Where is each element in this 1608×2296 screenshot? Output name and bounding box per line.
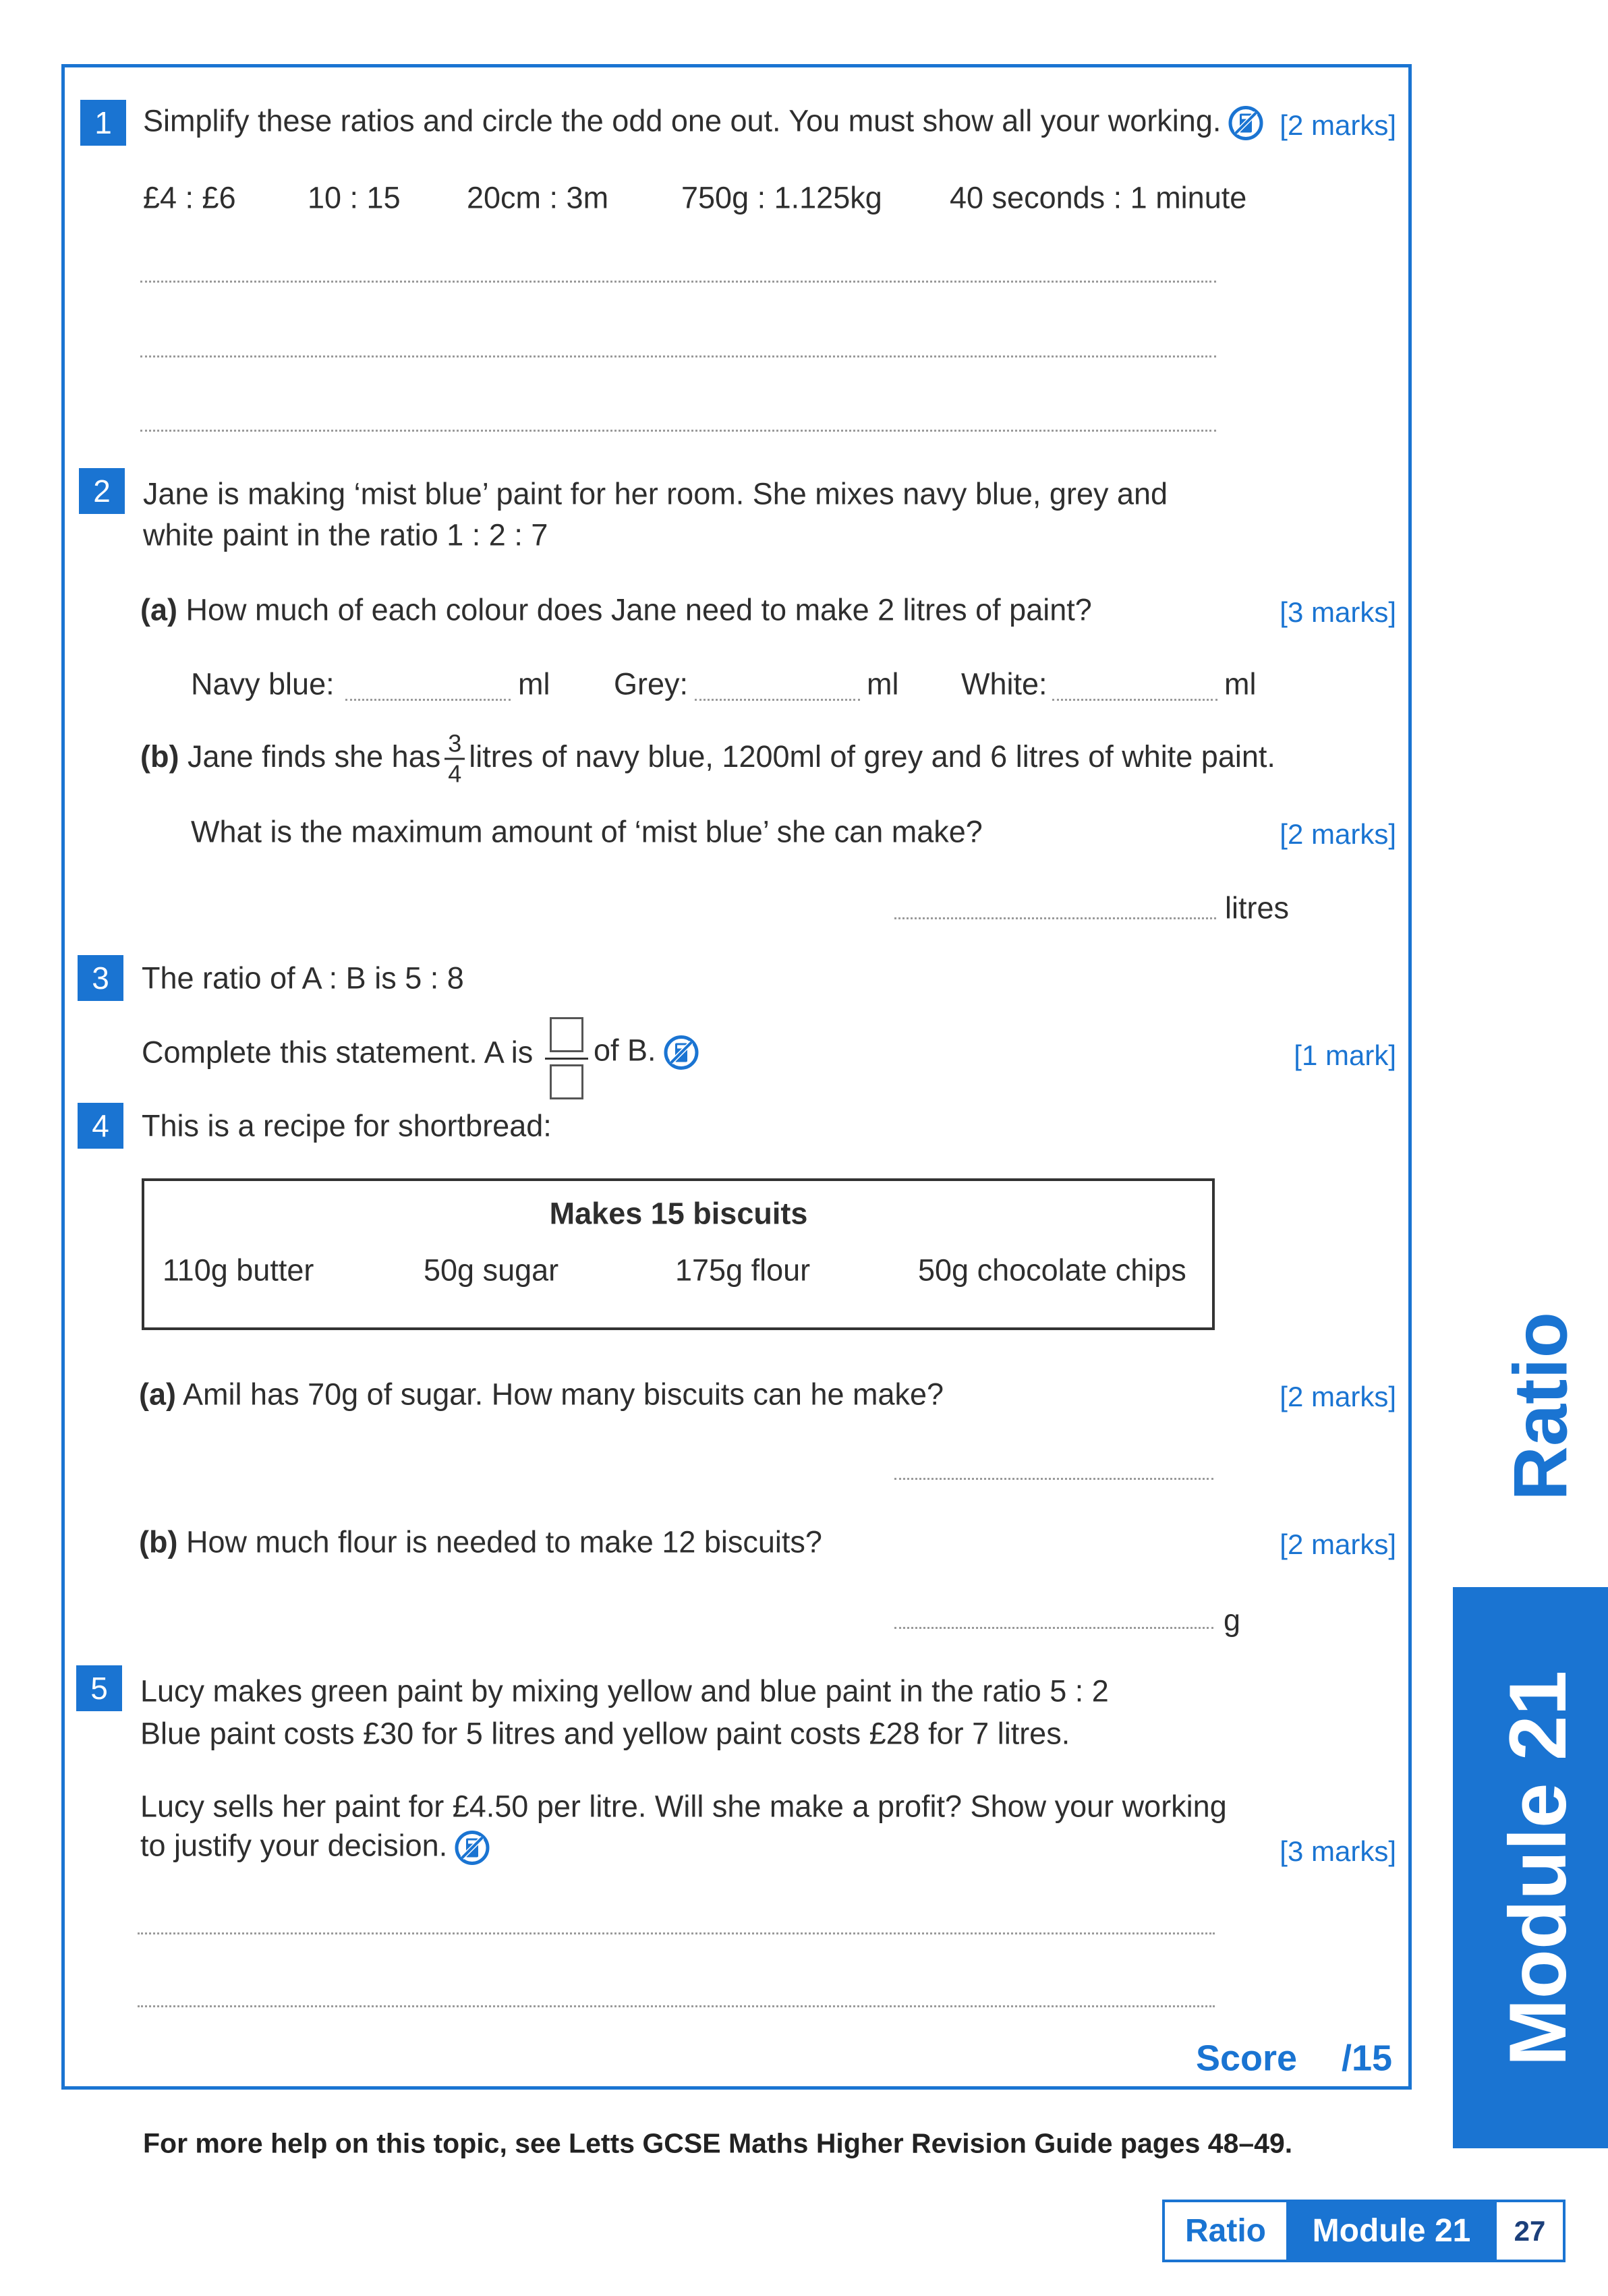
no-calculator-icon — [454, 1830, 490, 1866]
q2b-prompt-start: Jane finds she has — [187, 739, 441, 774]
ratio-item: 750g : 1.125kg — [681, 180, 882, 215]
footer-module: Module 21 — [1286, 2202, 1497, 2260]
page-number: 27 — [1514, 2214, 1546, 2247]
q2a-marks: [3 marks] — [1280, 596, 1396, 628]
answer-line[interactable] — [894, 917, 1216, 919]
q5-line3: Lucy sells her paint for £4.50 per litre. Will she make a profit? Show your working — [140, 1789, 1227, 1824]
fraction — [444, 729, 465, 788]
grey-answer-line[interactable] — [695, 699, 860, 701]
q3-of-b: of B. — [594, 1033, 656, 1068]
side-topic-label: Ratio — [1498, 1312, 1583, 1501]
answer-line[interactable] — [140, 430, 1216, 432]
navy-answer-line[interactable] — [345, 699, 511, 701]
denominator-box[interactable] — [550, 1064, 583, 1099]
q1-prompt: Simplify these ratios and circle the odd one out. You must show all your working. — [143, 103, 1222, 138]
question-number-5: 5 — [76, 1665, 122, 1711]
ratio-item: 20cm : 3m — [467, 180, 609, 215]
q4a-text — [139, 1377, 944, 1411]
ratio-item: 10 : 15 — [308, 180, 401, 215]
q2b-text — [140, 729, 1275, 788]
help-footer: For more help on this topic, see Letts GCSE Maths Higher Revision Guide pages 48–49. — [143, 2127, 1293, 2159]
answer-line[interactable] — [138, 1932, 1215, 1934]
q3-marks: [1 mark] — [1294, 1039, 1396, 1071]
q3-line2-end — [594, 1033, 699, 1070]
ratio-item: £4 : £6 — [143, 180, 236, 215]
answer-line[interactable] — [140, 281, 1216, 283]
no-calculator-icon — [663, 1035, 699, 1071]
ingredient: 110g butter — [163, 1253, 314, 1288]
q2-line1: Jane is making ‘mist blue’ paint for her room. She mixes navy blue, grey and — [143, 476, 1168, 511]
navy-unit: ml — [518, 666, 550, 701]
q2b-question: What is the maximum amount of ‘mist blue’ she can make? — [191, 814, 983, 849]
answer-line[interactable] — [894, 1627, 1213, 1629]
answer-line[interactable] — [138, 2005, 1215, 2007]
white-unit: ml — [1224, 666, 1257, 701]
fraction-numerator: 3 — [448, 729, 462, 757]
q2-line2: white paint in the ratio 1 : 2 : 7 — [143, 517, 548, 552]
question-number-2: 2 — [79, 468, 125, 514]
grey-unit: ml — [867, 666, 899, 701]
question-number-3: 3 — [78, 955, 123, 1001]
q4-text: This is a recipe for shortbread: — [142, 1108, 552, 1143]
recipe-title: Makes 15 biscuits — [549, 1196, 808, 1231]
questions-frame — [61, 64, 1412, 2090]
litres-unit: litres — [1225, 890, 1290, 925]
q4a-marks: [2 marks] — [1280, 1381, 1396, 1412]
q3-line1: The ratio of A : B is 5 : 8 — [142, 960, 464, 996]
score-total: /15 — [1342, 2038, 1393, 2079]
q4a-prompt: Amil has 70g of sugar. How many biscuits can he make? — [183, 1377, 944, 1412]
question-number-4: 4 — [78, 1103, 123, 1149]
grey-label: Grey: — [614, 666, 689, 701]
fraction-bar — [545, 1058, 588, 1060]
answer-line[interactable] — [140, 355, 1216, 357]
page-footer-box — [1162, 2200, 1566, 2262]
ingredient: 50g chocolate chips — [918, 1253, 1186, 1288]
ingredient: 175g flour — [675, 1253, 811, 1288]
q1-marks: [2 marks] — [1280, 109, 1396, 141]
navy-label: Navy blue: — [191, 666, 335, 701]
q2a-text — [140, 593, 1092, 627]
q2b-prompt-end: litres of navy blue, 1200ml of grey and 6 litres of white paint. — [469, 739, 1275, 774]
q5-marks: [3 marks] — [1280, 1835, 1396, 1867]
q2a-prompt: How much of each colour does Jane need to make 2 litres of paint? — [185, 592, 1092, 627]
numerator-box[interactable] — [550, 1017, 583, 1052]
q2b-label: (b) — [140, 739, 179, 774]
q5-line2: Blue paint costs £30 for 5 litres and yellow paint costs £28 for 7 litres. — [140, 1716, 1070, 1751]
q3-line2-start: Complete this statement. A is — [142, 1035, 534, 1070]
ratio-item: 40 seconds : 1 minute — [950, 180, 1247, 215]
fraction-denominator: 4 — [448, 759, 462, 788]
side-module-label: Module 21 — [1493, 1670, 1583, 2067]
q4b-label: (b) — [139, 1524, 178, 1559]
grams-unit: g — [1224, 1603, 1241, 1638]
score-label: Score — [1196, 2038, 1298, 2079]
ingredient: 50g sugar — [424, 1253, 559, 1288]
answer-line[interactable] — [894, 1478, 1213, 1480]
q5-line4-text: to justify your decision. — [140, 1828, 448, 1863]
q5-line4 — [140, 1829, 490, 1866]
q5-line1: Lucy makes green paint by mixing yellow and blue paint in the ratio 5 : 2 — [140, 1673, 1109, 1709]
q4a-label: (a) — [139, 1377, 176, 1412]
q2a-label: (a) — [140, 592, 177, 627]
footer-topic: Ratio — [1185, 2213, 1266, 2249]
white-label: White: — [961, 666, 1047, 701]
q4b-prompt: How much flour is needed to make 12 biscuits? — [185, 1524, 822, 1559]
q1-text — [143, 104, 1264, 141]
white-answer-line[interactable] — [1052, 699, 1217, 701]
q4b-marks: [2 marks] — [1280, 1528, 1396, 1560]
q4b-text — [139, 1525, 822, 1559]
no-calculator-icon — [1228, 105, 1264, 142]
q2b-marks: [2 marks] — [1280, 818, 1396, 850]
question-number-1: 1 — [80, 100, 126, 146]
